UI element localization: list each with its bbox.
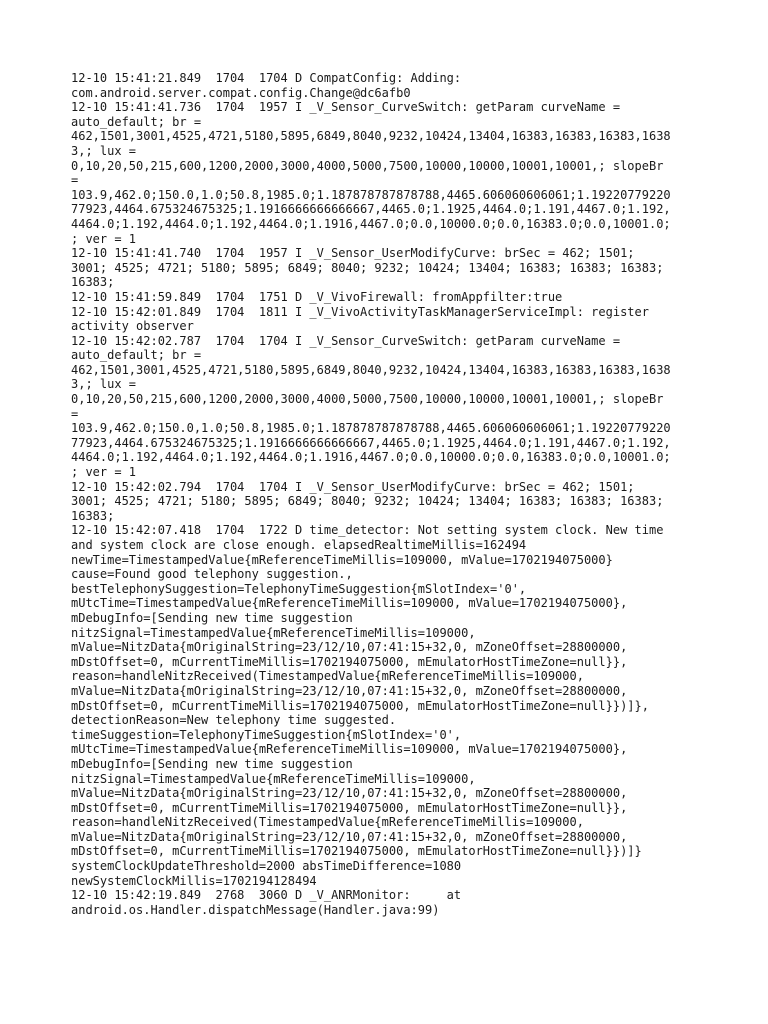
log-line: mValue=NitzData{mOriginalString=23/12/10,07:41:15+32,0, mZoneOffset=28800000, xyxy=(71,640,628,655)
log-line: 3001; 4525; 4721; 5180; 5895; 6849; 8040; 9232; 10424; 13404; 16383; 16383; 16383; xyxy=(71,494,664,509)
log-line: 4464.0;1.192,4464.0;1.192,4464.0;1.1916,4467.0;0.0,10000.0;0.0,16383.0;0.0,10001.0; xyxy=(71,450,671,465)
log-line: bestTelephonySuggestion=TelephonyTimeSuggestion{mSlotIndex='0', xyxy=(71,581,527,596)
log-line: 0,10,20,50,215,600,1200,2000,3000,4000,5000,7500,10000,10000,10001,10001,; slopeBr xyxy=(71,392,664,407)
log-line: mUtcTime=TimestampedValue{mReferenceTimeMillis=109000, mValue=1702194075000}, xyxy=(71,596,628,611)
log-line: and system clock are close enough. elapsedRealtimeMillis=162494 xyxy=(71,538,527,552)
log-line: activity observer xyxy=(71,319,194,334)
log-line: detectionReason=New telephony time suggested. xyxy=(71,713,397,728)
log-line: 3001; 4525; 4721; 5180; 5895; 6849; 8040; 9232; 10424; 13404; 16383; 16383; 16383; xyxy=(71,260,664,275)
log-line: timeSuggestion=TelephonyTimeSuggestion{mSlotIndex='0', xyxy=(71,727,462,742)
log-line: 12-10 15:42:19.849 2768 3060 D _V_ANRMonitor: at xyxy=(71,888,462,903)
log-line: 3,; lux = xyxy=(71,377,137,392)
log-line: 3,; lux = xyxy=(71,143,137,158)
log-line: mDebugInfo=[Sending new time suggestion xyxy=(71,610,353,625)
log-line: mDstOffset=0, mCurrentTimeMillis=1702194075000, mEmulatorHostTimeZone=null}})]}, xyxy=(71,698,649,713)
log-line: newTime=TimestampedValue{mReferenceTimeMillis=109000, mValue=1702194075000} xyxy=(71,552,613,567)
log-line: auto_default; br = xyxy=(71,114,202,129)
log-line: ; ver = 1 xyxy=(71,465,137,480)
log-line: nitzSignal=TimestampedValue{mReferenceTimeMillis=109000, xyxy=(71,771,476,786)
log-line: 77923,4464.675324675325;1.1916666666666667,4465.0;1.1925,4464.0;1.191,4467.0;1.192, xyxy=(71,435,671,450)
log-line: cause=Found good telephony suggestion., xyxy=(71,567,353,582)
log-line: ; ver = 1 xyxy=(71,231,137,246)
log-line: mValue=NitzData{mOriginalString=23/12/10,07:41:15+32,0, mZoneOffset=28800000, xyxy=(71,786,628,801)
log-document xyxy=(71,71,701,917)
log-line: 12-10 15:42:07.418 1704 1722 D time_detector: Not setting system clock. New time xyxy=(71,523,664,538)
log-line: mValue=NitzData{mOriginalString=23/12/10,07:41:15+32,0, mZoneOffset=28800000, xyxy=(71,683,628,698)
log-line: 12-10 15:42:02.787 1704 1704 I _V_Sensor_CurveSwitch: getParam curveName = xyxy=(71,333,621,348)
log-line: systemClockUpdateThreshold=2000 absTimeDifference=1080 xyxy=(71,859,462,874)
log-line: reason=handleNitzReceived(TimestampedValue{mReferenceTimeMillis=109000, xyxy=(71,815,584,830)
log-line: 103.9,462.0;150.0,1.0;50.8,1985.0;1.187878787878788,4465.606060606061;1.19220779220 xyxy=(71,421,671,436)
log-line: 4464.0;1.192,4464.0;1.192,4464.0;1.1916,4467.0;0.0,10000.0;0.0,16383.0;0.0,10001.0; xyxy=(71,216,671,231)
log-line: mDstOffset=0, mCurrentTimeMillis=1702194075000, mEmulatorHostTimeZone=null}}, xyxy=(71,654,628,669)
log-line: 0,10,20,50,215,600,1200,2000,3000,4000,5000,7500,10000,10000,10001,10001,; slopeBr xyxy=(71,158,664,173)
log-line: 12-10 15:41:41.736 1704 1957 I _V_Sensor_CurveSwitch: getParam curveName = xyxy=(71,100,621,115)
log-line: auto_default; br = xyxy=(71,348,202,363)
log-line: android.os.Handler.dispatchMessage(Handler.java:99) xyxy=(71,902,440,917)
log-line: 77923,4464.675324675325;1.1916666666666667,4465.0;1.1925,4464.0;1.191,4467.0;1.192, xyxy=(71,202,671,217)
log-line: 462,1501,3001,4525,4721,5180,5895,6849,8040,9232,10424,13404,16383,16383,16383,1638 xyxy=(71,362,671,377)
log-line: mDebugInfo=[Sending new time suggestion xyxy=(71,756,353,771)
log-line: = xyxy=(71,173,79,188)
log-line: nitzSignal=TimestampedValue{mReferenceTimeMillis=109000, xyxy=(71,625,476,640)
log-line: mValue=NitzData{mOriginalString=23/12/10,07:41:15+32,0, mZoneOffset=28800000, xyxy=(71,829,628,844)
log-line: 12-10 15:41:59.849 1704 1751 D _V_VivoFirewall: fromAppfilter:true xyxy=(71,289,563,304)
log-line: 16383; xyxy=(71,275,115,290)
log-line: newSystemClockMillis=1702194128494 xyxy=(71,873,317,888)
log-line: mDstOffset=0, mCurrentTimeMillis=1702194075000, mEmulatorHostTimeZone=null}})]} xyxy=(71,844,642,859)
log-line: 12-10 15:41:21.849 1704 1704 D CompatConfig: Adding: xyxy=(71,71,462,85)
log-line: 16383; xyxy=(71,508,115,523)
log-line: mUtcTime=TimestampedValue{mReferenceTimeMillis=109000, mValue=1702194075000}, xyxy=(71,742,628,757)
log-line: 103.9,462.0;150.0,1.0;50.8,1985.0;1.187878787878788,4465.606060606061;1.19220779220 xyxy=(71,187,671,202)
log-line: mDstOffset=0, mCurrentTimeMillis=1702194075000, mEmulatorHostTimeZone=null}}, xyxy=(71,800,628,815)
log-line: 12-10 15:42:01.849 1704 1811 I _V_VivoActivityTaskManagerServiceImpl: register xyxy=(71,304,649,319)
log-line: 12-10 15:42:02.794 1704 1704 I _V_Sensor_UserModifyCurve: brSec = 462; 1501; xyxy=(71,479,635,494)
log-line: reason=handleNitzReceived(TimestampedValue{mReferenceTimeMillis=109000, xyxy=(71,669,584,684)
log-line: 462,1501,3001,4525,4721,5180,5895,6849,8040,9232,10424,13404,16383,16383,16383,1638 xyxy=(71,129,671,144)
log-line: com.android.server.compat.config.Change@dc6afb0 xyxy=(71,85,411,100)
log-line: 12-10 15:41:41.740 1704 1957 I _V_Sensor_UserModifyCurve: brSec = 462; 1501; xyxy=(71,246,635,261)
log-line: = xyxy=(71,406,79,421)
